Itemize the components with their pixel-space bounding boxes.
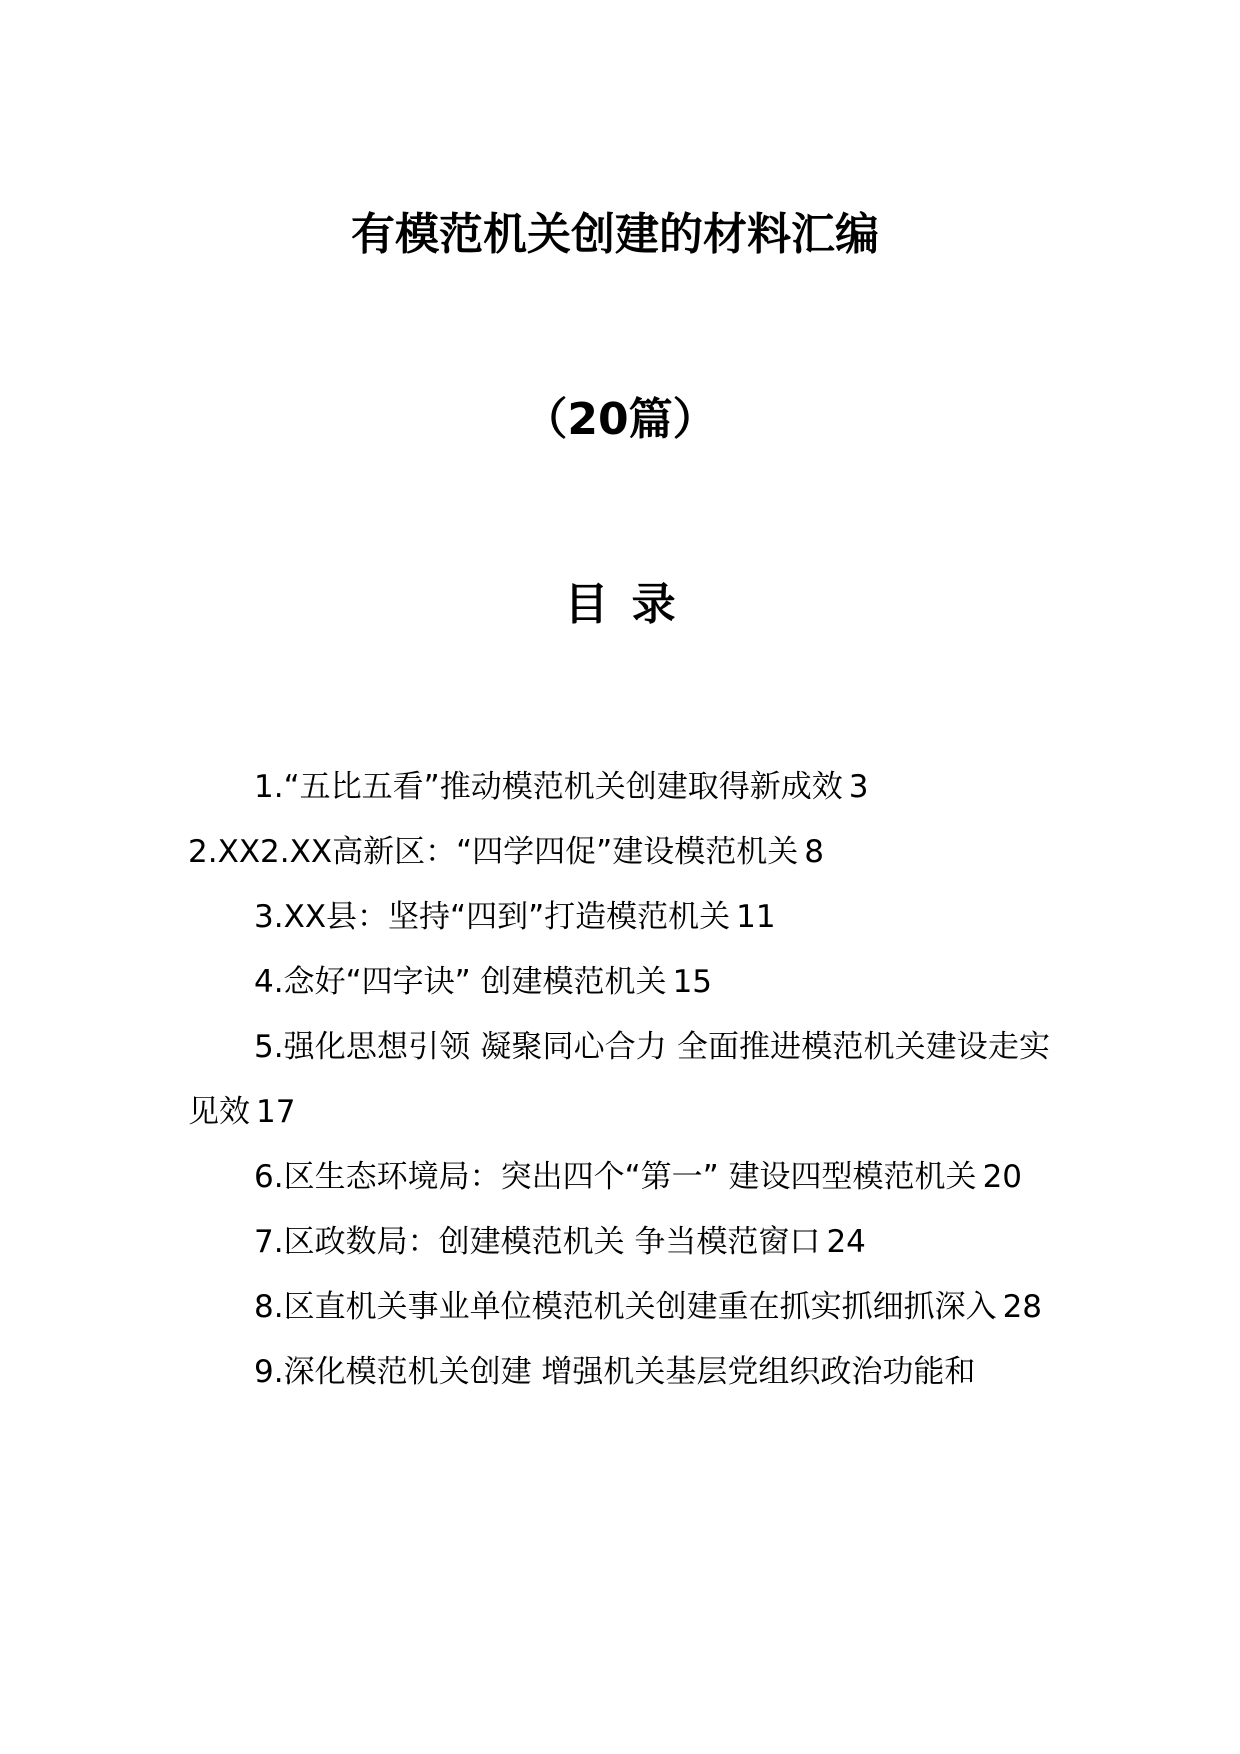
toc-item-page-number: 20 bbox=[982, 1159, 1023, 1195]
toc-item-page-number: 11 bbox=[736, 899, 776, 935]
toc-item-title: 9.深化模范机关创建 增强机关基层党组织政治功能和 bbox=[254, 1354, 976, 1390]
toc-item-title: 2.XX2.XX高新区：“四学四促”建设模范机关 bbox=[188, 834, 799, 870]
table-of-contents bbox=[188, 755, 1050, 1405]
toc-item-page-number: 24 bbox=[826, 1224, 866, 1260]
toc-item[interactable] bbox=[188, 1340, 1050, 1405]
toc-item[interactable] bbox=[188, 1275, 1050, 1340]
toc-item[interactable] bbox=[188, 820, 1050, 885]
toc-item-page-number: 28 bbox=[1002, 1289, 1043, 1325]
toc-item-title: 8.区直机关事业单位模范机关创建重在抓实抓细抓深入 bbox=[254, 1289, 997, 1325]
document-subtitle: （20篇） bbox=[523, 394, 717, 445]
toc-heading: 目 录 bbox=[564, 579, 676, 630]
toc-item-page-number: 8 bbox=[804, 834, 824, 870]
toc-item[interactable] bbox=[188, 885, 1050, 950]
toc-item-title: 4.念好“四字诀” 创建模范机关 bbox=[254, 964, 667, 1000]
toc-item[interactable] bbox=[188, 755, 1050, 820]
toc-item-page-number: 15 bbox=[672, 964, 713, 1000]
toc-item-title: 7.区政数局：创建模范机关 争当模范窗口 bbox=[254, 1224, 821, 1260]
toc-item-title: 5.强化思想引领 凝聚同心合力 全面推进模范机关建设走实见效 bbox=[188, 1029, 1050, 1130]
toc-item[interactable] bbox=[188, 1015, 1050, 1145]
toc-item-title: 1.“五比五看”推动模范机关创建取得新成效 bbox=[254, 769, 843, 805]
toc-item-title: 3.XX县：坚持“四到”打造模范机关 bbox=[254, 899, 731, 935]
toc-item-page-number: 3 bbox=[848, 769, 869, 805]
toc-item[interactable] bbox=[188, 1210, 1050, 1275]
toc-item-page-number: 17 bbox=[256, 1094, 296, 1130]
toc-item-title: 6.区生态环境局：突出四个“第一” 建设四型模范机关 bbox=[254, 1159, 977, 1195]
toc-item[interactable] bbox=[188, 950, 1050, 1015]
toc-item[interactable] bbox=[188, 1145, 1050, 1210]
document-title: 有模范机关创建的材料汇编 bbox=[351, 209, 879, 260]
